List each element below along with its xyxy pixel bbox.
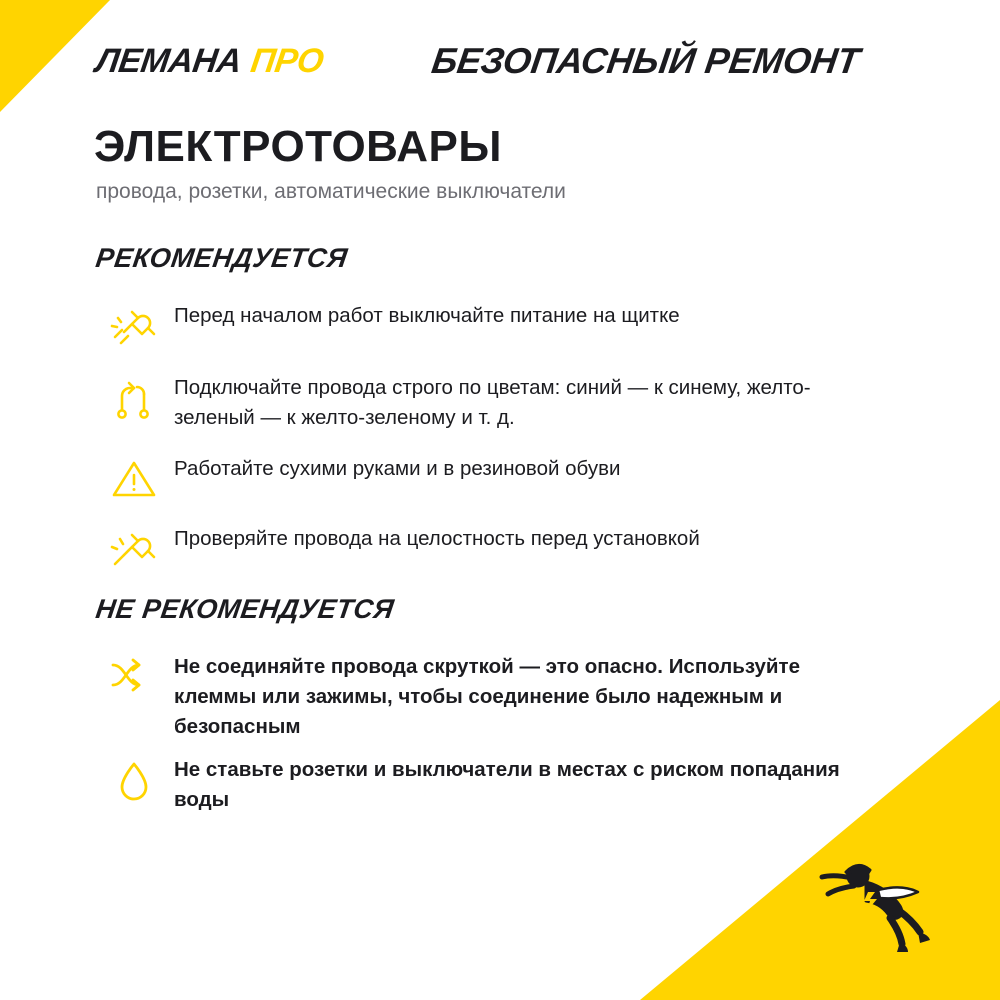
list-item (94, 523, 914, 575)
list-item-text: Перед началом работ выключайте питание на щитке (174, 304, 680, 327)
twisted-wires-icon (94, 651, 174, 697)
list-item (94, 300, 914, 352)
section-not-recommended (94, 594, 914, 827)
list-item-text: Не соединяйте провода скруткой — это опасно. Используйте клеммы или зажимы, чтобы соединение было надежным и безопасным (174, 655, 800, 738)
plug-check-icon (94, 523, 174, 575)
brand-logo-pro: ПРО (248, 42, 326, 80)
section-heading-recommended: РЕКОМЕНДУЕТСЯ (93, 243, 350, 273)
header-title: БЕЗОПАСНЫЙ РЕМОНТ (429, 40, 863, 81)
flying-worker-mascot (802, 848, 962, 958)
page-title: ЭЛЕКТРОТОВАРЫ (94, 122, 502, 171)
water-drop-icon (94, 754, 174, 806)
list-item (94, 754, 914, 815)
brand-logo (93, 42, 326, 81)
list-item (94, 651, 914, 742)
section-heading-not-recommended: НЕ РЕКОМЕНДУЕТСЯ (93, 594, 396, 624)
wire-colors-icon (94, 372, 174, 426)
plug-unplug-icon (94, 300, 174, 352)
brand-logo-main: ЛЕМАНА (93, 42, 244, 80)
list-item-text: Проверяйте провода на целостность перед установкой (174, 527, 700, 550)
list-item-text: Работайте сухими руками и в резиновой обуви (174, 457, 621, 480)
decorative-corner-top-left (0, 0, 110, 112)
list-item (94, 453, 914, 503)
list-item-text: Подключайте провода строго по цветам: синий — к синему, желто-зеленый — к желто-зеленому и т. д. (174, 376, 811, 429)
page-subtitle: провода, розетки, автоматические выключатели (96, 180, 566, 203)
section-recommended (94, 243, 914, 595)
list-item (94, 372, 914, 433)
list-item-text: Не ставьте розетки и выключатели в местах с риском попадания воды (174, 758, 840, 811)
warning-triangle-icon (94, 453, 174, 503)
